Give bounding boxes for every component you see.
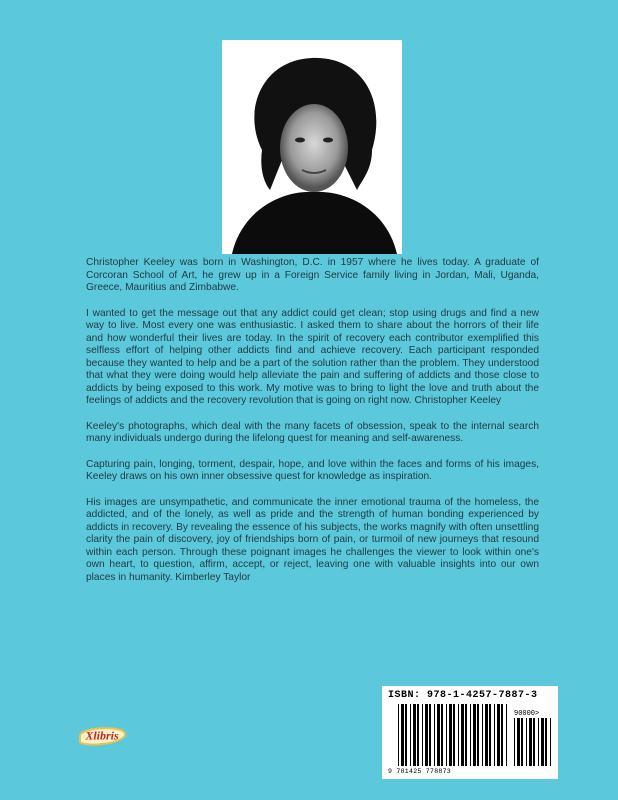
barcode-digits: 9 781425 778873 (388, 768, 452, 775)
xlibris-logo (76, 723, 128, 749)
barcode-bars (398, 704, 508, 766)
barcode-addon-bars (514, 718, 554, 766)
price-code: 90000> (514, 710, 540, 718)
author-statement-paragraph: I wanted to get the message out that any addict could get clean; stop using drugs and find a new way to live. Most every one was enthusiastic. I asked them to share about the horrors of their life and how wonderful their lives are today. In the spirit of recovery each contributor exemplified this selfless effort of helping other addicts find and achieve recovery. Each participant responded because they wanted to help and be a part of the solution rather than the problem. They understood that what they were doing would help alleviate the pain and suffering of addicts and those close to addicts by being exposed to this work. My motive was to bring to light the love and truth about the feelings of addicts and the recovery revolution that is going on right now. Christopher Keeley (86, 307, 539, 406)
author-portrait-photo (222, 40, 402, 254)
review-paragraph-1: Keeley's photographs, which deal with the many facets of obsession, speak to the internal search many individuals undergo during the lifelong quest for meaning and self-awareness. (86, 420, 539, 444)
author-bio-paragraph: Christopher Keeley was born in Washington, D.C. in 1957 where he lives today. A graduate of Corcoran School of Art, he grew up in a Foreign Service family living in Jordan, Mali, Uganda, Greece, Mauritius and Zimbabwe. (86, 257, 539, 293)
review-paragraph-3: His images are unsympathetic, and communicate the inner emotional trauma of the homeless, the addicted, and of the lonely, as well as pride and the strength of human bonding experienced by addicts in recovery. By revealing the essence of his subjects, the works magnify with often unsettling clarity the pain of discovery, joy of friendships born of pain, or turmoil of new journeys that resound within each person. Through these poignant images he challenges the viewer to look within one's own heart, to question, affirm, accept, or reject, leaving one with valuable insights into our own places in humanity. Kimberley Taylor (86, 496, 539, 583)
svg-text:Xlibris: Xlibris (85, 728, 119, 743)
isbn-barcode (382, 686, 558, 779)
back-cover-text (86, 257, 539, 597)
review-paragraph-2: Capturing pain, longing, torment, despair, hope, and love within the faces and forms of his images, Keeley draws on his own inner obsessive quest for knowledge as inspiration. (86, 458, 539, 482)
isbn-label: ISBN: 978-1-4257-7887-3 (388, 690, 538, 701)
